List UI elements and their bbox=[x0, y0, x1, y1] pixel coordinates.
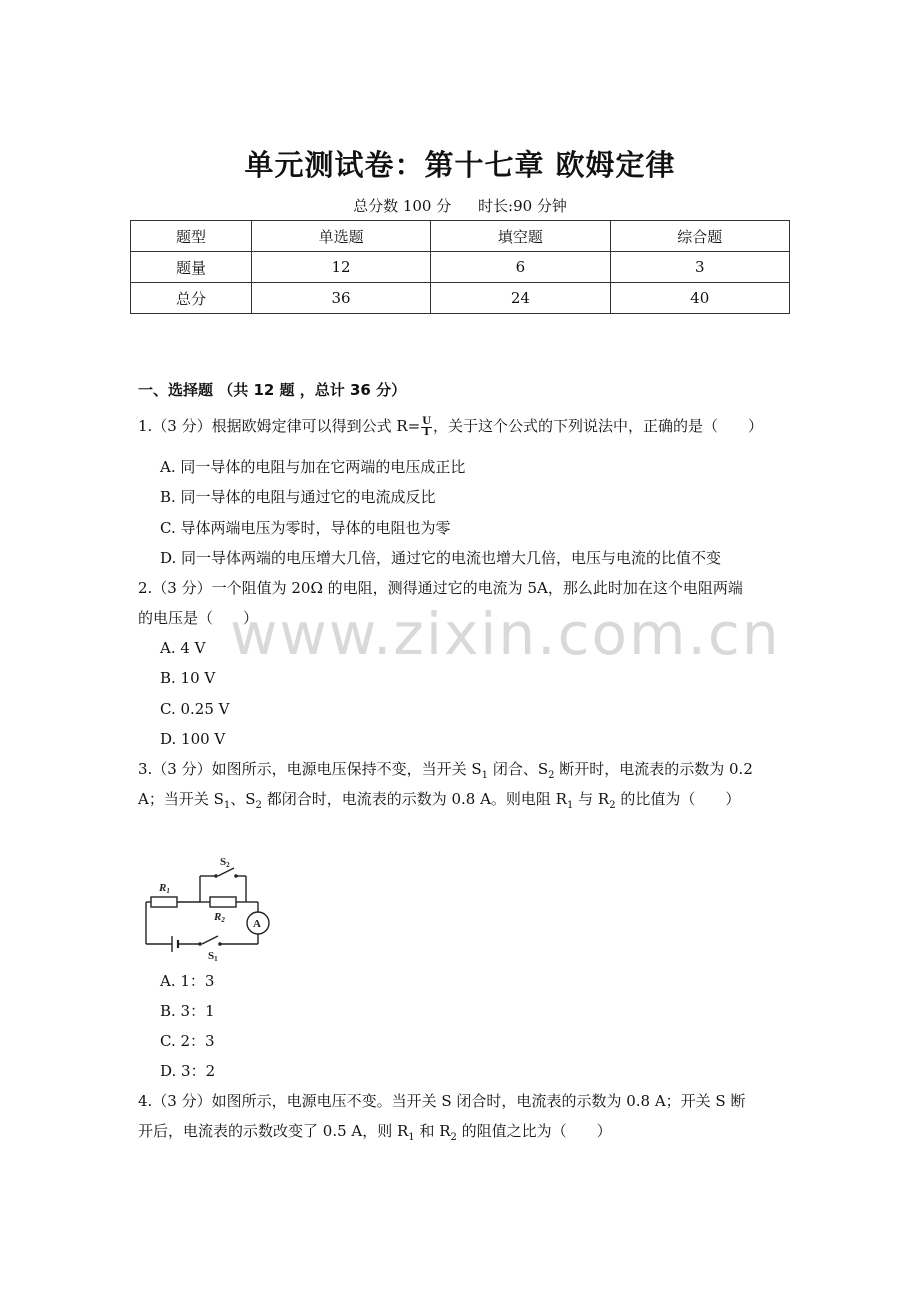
question-1-stem: 1.（3 分）根据欧姆定律可以得到公式 R= $\frac{U}{I}$ ，关于这个公式的下列说法中，正确的是（ ） bbox=[138, 415, 764, 438]
question-3-option-a[interactable]: A. 1：3 bbox=[160, 972, 215, 990]
question-3-stem-line1: 3.（3 分）如图所示，电源电压保持不变，当开关 $S_1$ 闭合、$S_2$ 断开时，电流表的示数为 0.2 bbox=[138, 760, 753, 781]
table-cell: 24 bbox=[431, 283, 610, 314]
question-2-option-d[interactable]: D. 100 V bbox=[160, 730, 226, 748]
question-3-option-c[interactable]: C. 2：3 bbox=[160, 1032, 215, 1050]
table-cell: 综合题 bbox=[610, 221, 789, 252]
table-cell: 12 bbox=[251, 252, 430, 283]
label-r1: R1 bbox=[159, 882, 170, 895]
total-score: 总分数 100 分 bbox=[353, 197, 452, 215]
table-cell: 题型 bbox=[131, 221, 252, 252]
table-cell: 题量 bbox=[131, 252, 252, 283]
question-2-stem-line2: 的电压是（ ） bbox=[138, 609, 259, 627]
switch-s2 bbox=[218, 868, 234, 876]
switch-s1 bbox=[202, 936, 218, 944]
table-cell: 单选题 bbox=[251, 221, 430, 252]
section-heading: 一、选择题 （共 12 题 ，总计 36 分） bbox=[138, 381, 407, 399]
formula-fraction: $\frac{U}{I}$ bbox=[422, 415, 431, 438]
question-2-option-a[interactable]: A. 4 V bbox=[160, 639, 206, 657]
table-cell: 总分 bbox=[131, 283, 252, 314]
label-s2: S2 bbox=[220, 856, 230, 869]
question-1-option-b[interactable]: B. 同一导体的电阻与通过它的电流成反比 bbox=[160, 488, 436, 506]
table-cell: 填空题 bbox=[431, 221, 610, 252]
question-3-option-b[interactable]: B. 3：1 bbox=[160, 1002, 215, 1020]
question-2-option-c[interactable]: C. 0.25 V bbox=[160, 700, 230, 718]
table-cell: 3 bbox=[610, 252, 789, 283]
question-4-stem-line2: 开后，电流表的示数改变了 0.5 A，则 $R_1$ 和 $R_2$ 的阻值之比为（ ） bbox=[138, 1122, 612, 1143]
label-ammeter: A bbox=[253, 918, 261, 930]
question-1-option-a[interactable]: A. 同一导体的电阻与加在它两端的电压成正比 bbox=[160, 458, 466, 476]
label-r2: R2 bbox=[214, 911, 225, 924]
table-cell: 40 bbox=[610, 283, 789, 314]
question-1-option-c[interactable]: C. 导体两端电压为零时，导体的电阻也为零 bbox=[160, 519, 451, 537]
circuit-diagram-q3 bbox=[138, 852, 278, 964]
table-cell: 6 bbox=[431, 252, 610, 283]
resistor-r2 bbox=[210, 897, 236, 907]
table-cell: 36 bbox=[251, 283, 430, 314]
watermark: www.zixin.com.cn bbox=[230, 600, 781, 668]
summary-table bbox=[130, 220, 790, 314]
question-1-option-d[interactable]: D. 同一导体两端的电压增大几倍，通过它的电流也增大几倍，电压与电流的比值不变 bbox=[160, 549, 722, 567]
question-3-option-d[interactable]: D. 3：2 bbox=[160, 1062, 216, 1080]
table-row bbox=[131, 283, 790, 314]
question-3-stem-line2: A；当开关 $S_1$、$S_2$ 都闭合时，电流表的示数为 0.8 A。则电阻 $R_1$ 与 $R_2$ 的比值为（ ） bbox=[138, 790, 741, 811]
question-4-stem-line1: 4.（3 分）如图所示，电源电压不变。当开关 S 闭合时，电流表的示数为 0.8 A；开关 S 断 bbox=[138, 1092, 746, 1110]
table-row bbox=[131, 252, 790, 283]
duration: 时长:90 分钟 bbox=[478, 197, 567, 215]
question-2-stem-line1: 2.（3 分）一个阻值为 20Ω 的电阻，测得通过它的电流为 5A，那么此时加在这个电阻两端 bbox=[138, 579, 743, 597]
label-s1: S1 bbox=[208, 950, 218, 963]
question-2-option-b[interactable]: B. 10 V bbox=[160, 669, 216, 687]
exam-meta bbox=[0, 195, 920, 216]
page-title: 单元测试卷：第十七章 欧姆定律 bbox=[244, 148, 676, 182]
resistor-r1 bbox=[151, 897, 177, 907]
table-row bbox=[131, 221, 790, 252]
